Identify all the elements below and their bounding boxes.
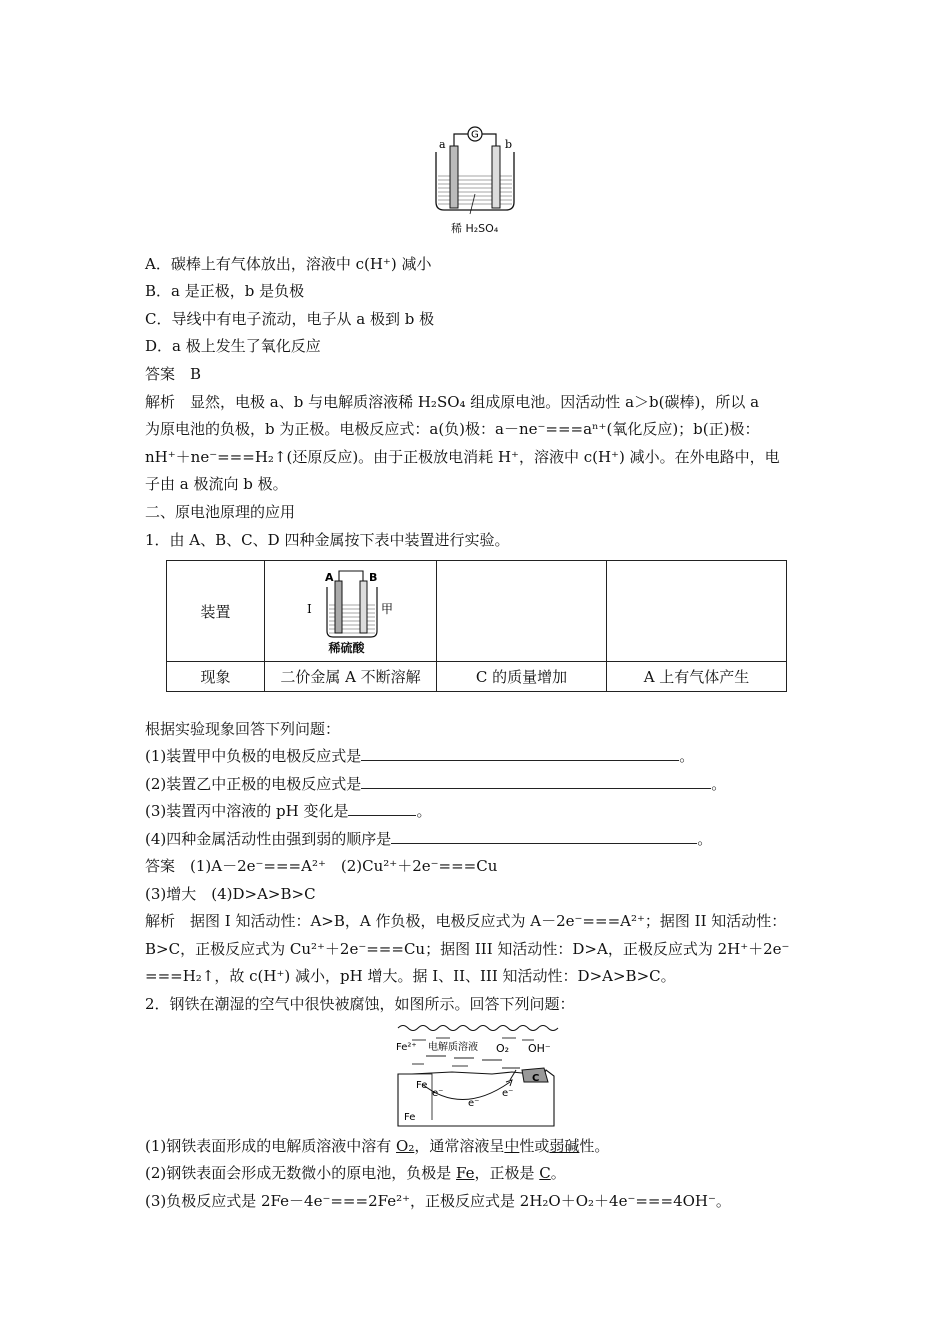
answer-blank-1[interactable] (361, 746, 679, 761)
phenomenon-jia: 二价金属 A 不断溶解 (265, 662, 437, 692)
device-bing-cell (607, 561, 787, 662)
label-jia: 甲 (380, 602, 393, 616)
e-label-3: e⁻ (502, 1088, 514, 1099)
label-I: I (306, 602, 312, 616)
device-figure-cell (265, 561, 437, 662)
galvanic-cell-figure (430, 124, 520, 220)
question-2-item-2: (2)钢铁表面会形成无数微小的原电池，负极是 Fe，正极是 C。 (145, 1164, 566, 1182)
analysis-1-line-1: 解析 显然，电极 a、b 与电解质溶液稀 H₂SO₄ 组成原电池。因活动性 a＞b(碳棒)，所以 a (145, 393, 760, 411)
question-1-item-2: (2)装置乙中正极的电极反应式是 。 (145, 775, 727, 793)
label-A: A (324, 571, 334, 584)
phenomenon-bing: A 上有气体产生 (607, 662, 787, 692)
fe2-label: Fe²⁺ (396, 1042, 417, 1053)
analysis-2-line-3: ===H₂↑，故 c(H⁺) 减小，pH 增大。据 I、II、III 知活动性：D>A>B>C。 (145, 967, 676, 985)
phenomenon-yi: C 的质量增加 (437, 662, 607, 692)
experiment-table (166, 560, 787, 692)
electrode-b-label: b (505, 138, 513, 151)
analysis-2-line-2: B>C，正极反应式为 Cu²⁺＋2e⁻===Cu；据图 III 知活动性：D>A，正极反应式为 2H⁺＋2e⁻ (145, 940, 790, 958)
electrode-B (360, 581, 367, 633)
answer-2-line-2: (3)增大 (4)D>A>B>C (145, 885, 316, 903)
table-header-phenomenon: 现象 (167, 662, 265, 692)
device-yi-cell (437, 561, 607, 662)
question-2-item-1: (1)钢铁表面形成的电解质溶液中溶有 O₂，通常溶液呈中性或弱碱性。 (145, 1137, 610, 1155)
analysis-1-line-2: 为原电池的负极，b 为正极。电极反应式：a(负)极：a－ne⁻===aⁿ⁺(氧化反应)；b(正)极： (145, 420, 760, 438)
option-a: A．碳棒上有气体放出，溶液中 c(H⁺) 减小 (145, 255, 432, 273)
galvanometer-label: G (471, 129, 479, 141)
electrode-b (492, 146, 500, 208)
analysis-1-line-4: 子由 a 极流向 b 极。 (145, 475, 288, 493)
question-1-intro: 1．由 A、B、C、D 四种金属按下表中装置进行实验。 (145, 531, 510, 549)
question-1-prompt: 根据实验现象回答下列问题： (145, 720, 341, 738)
corrosion-figure (392, 1020, 560, 1130)
e-label-1: e⁻ (432, 1088, 444, 1099)
answer-blank-3[interactable] (348, 801, 416, 816)
e-label-2: e⁻ (468, 1098, 480, 1109)
analysis-2-line-1: 解析 据图 I 知活动性：A>B，A 作负极，电极反应式为 A－2e⁻===A²⁺；据图 II 知活动性： (145, 912, 787, 930)
label-B: B (368, 571, 377, 584)
electrode-A (335, 581, 342, 633)
option-d: D．a 极上发生了氧化反应 (145, 337, 321, 355)
electrode-a (450, 146, 458, 208)
oh-label: OH⁻ (528, 1042, 551, 1055)
question-1-item-1: (1)装置甲中负极的电极反应式是 。 (145, 747, 695, 765)
fe-small-label: Fe (416, 1080, 428, 1091)
analysis-1-line-3: nH⁺＋ne⁻===H₂↑(还原反应)。由于正极放电消耗 H⁺，溶液中 c(H⁺) 减小。在外电路中，电 (145, 448, 780, 466)
figure1-caption: 稀 H₂SO₄ (451, 222, 499, 235)
device-caption: 稀硫酸 (328, 641, 365, 655)
device-jia-figure (301, 565, 401, 643)
electrode-a-label: a (439, 138, 446, 151)
option-b: B．a 是正极，b 是负极 (145, 282, 305, 300)
fe-big-label: Fe (404, 1112, 416, 1123)
question-1-item-3: (3)装置丙中溶液的 pH 变化是 。 (145, 802, 432, 820)
question-2-intro: 2．钢铁在潮湿的空气中很快被腐蚀，如图所示。回答下列问题： (145, 995, 575, 1013)
question-1-item-4: (4)四种金属活动性由强到弱的顺序是 。 (145, 830, 713, 848)
o2-label: O₂ (496, 1042, 510, 1055)
option-c: C．导线中有电子流动，电子从 a 极到 b 极 (145, 310, 435, 328)
table-header-device: 装置 (167, 561, 265, 662)
section-2-title: 二、原电池原理的应用 (145, 503, 296, 521)
answer-blank-4[interactable] (391, 829, 697, 844)
answer-blank-2[interactable] (361, 774, 711, 789)
answer-2-line-1: 答案 (1)A－2e⁻===A²⁺ (2)Cu²⁺＋2e⁻===Cu (145, 857, 498, 875)
c-label: C (532, 1073, 540, 1084)
answer-1: 答案 B (145, 365, 202, 383)
question-2-item-3: (3)负极反应式是 2Fe－4e⁻===2Fe²⁺，正极反应式是 2H₂O＋O₂＋4e⁻===4OH⁻。 (145, 1192, 731, 1210)
electrolyte-label: 电解质溶液 (428, 1042, 478, 1053)
